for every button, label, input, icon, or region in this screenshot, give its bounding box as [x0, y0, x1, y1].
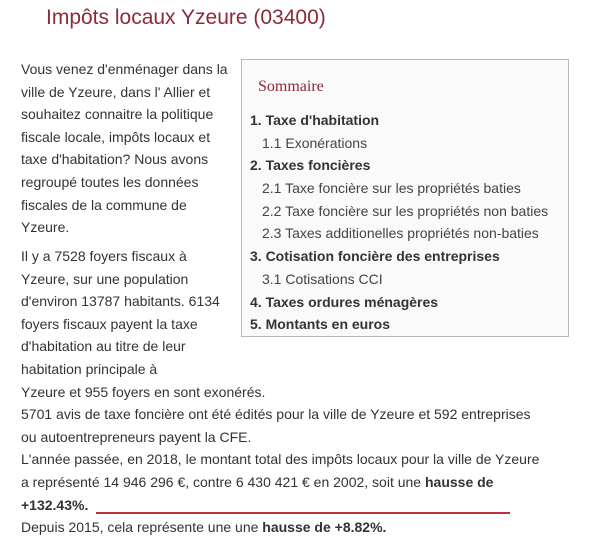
stats-2018-line-2: [21, 471, 581, 494]
stats-2015-hausse-value: hausse de +8.82%.: [262, 519, 387, 536]
toc-link-cfe[interactable]: 3. Cotisation foncière des entreprises: [250, 248, 500, 265]
toc-link-taxe-habitation[interactable]: 1. Taxe d'habitation: [250, 112, 380, 128]
stats-2018-amounts-text: a représenté 14 946 296 €, contre 6 430 421 € en 2002, soit une: [21, 473, 425, 490]
stats-2018-hausse-value: +132.43%.: [21, 496, 89, 513]
section-divider-line: [96, 512, 510, 514]
stats-2015-line: [21, 516, 581, 539]
page-title: Impôts locaux Yzeure (03400): [46, 6, 326, 29]
stats-fonciere-line-1: 5701 avis de taxe foncière ont été édités pour la ville de Yzeure et 592 entreprises: [21, 406, 531, 423]
intro-text-block: [21, 58, 235, 239]
stats-fonciere-line-2: ou autoentrepreneurs payent la CFE.: [21, 428, 252, 445]
toc-link-montants-euros[interactable]: 5. Montants en euros: [250, 316, 391, 333]
stats-2018-line-1: L'année passée, en 2018, le montant total des impôts locaux pour la ville de Yzeure: [21, 451, 540, 468]
toc-link-exonerations[interactable]: 1.1 Exonérations: [262, 134, 368, 151]
stats-exonerated-line: Yzeure et 955 foyers en sont exonérés.: [21, 383, 266, 400]
intro-paragraph: Vous venez d'enménager dans la ville de Yzeure, dans l' Allier et souhaitez connaitre la politique fiscale locale, impôts locaux et taxe d'habitation? Nous avons regroupé toutes les données fiscales de la commune de Yzeure.: [21, 61, 228, 236]
toc-link-fonciere-baties[interactable]: 2.1 Taxe foncière sur les propriétés baties: [262, 180, 521, 197]
toc-link-taxes-additionnelles[interactable]: 2.3 Taxes additionelles propriétés non-baties: [262, 225, 539, 242]
toc-link-cotisations-cci[interactable]: 3.1 Cotisations CCI: [262, 270, 383, 287]
toc-link-ordures-menageres[interactable]: 4. Taxes ordures ménagères: [250, 293, 439, 310]
toc-link-taxes-foncieres[interactable]: 2. Taxes foncières: [250, 157, 371, 174]
stats-2018-hausse-label: hausse de: [424, 473, 494, 490]
toc-heading: Sommaire: [258, 78, 324, 95]
stats-text-block: [21, 245, 581, 539]
stats-foyers-paragraph: Il y a 7528 foyers fiscaux à Yzeure, sur une population d'environ 13787 habitants. 6134 foyers fiscaux payent la taxe d'habitation au titre de leur habitation principale à: [21, 248, 220, 377]
toc-link-fonciere-non-baties[interactable]: 2.2 Taxe foncière sur les propriétés non baties: [262, 202, 549, 219]
stats-2015-text: Depuis 2015, cela représente une une: [21, 519, 263, 536]
